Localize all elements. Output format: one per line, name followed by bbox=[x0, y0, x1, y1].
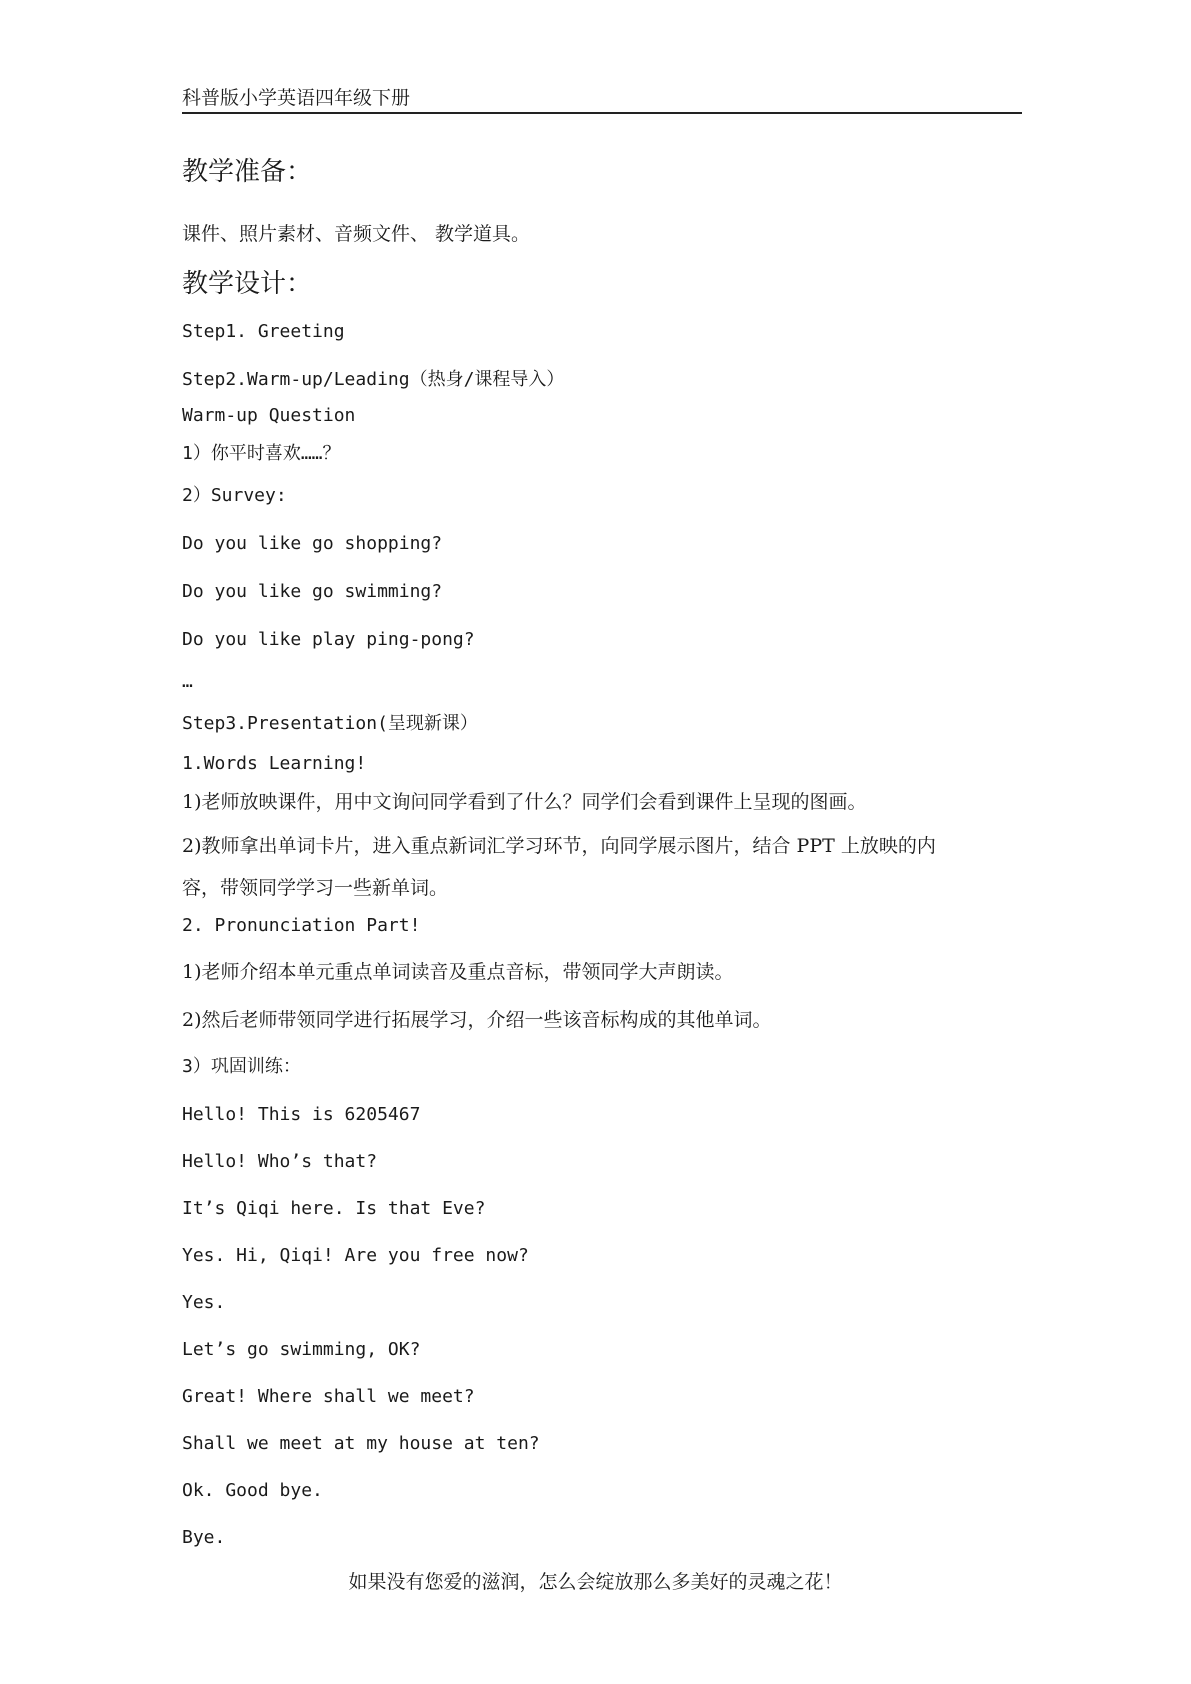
warmup-question-line: Warm-up Question bbox=[182, 405, 356, 426]
step2-line: Step2.Warm-up/Leading（热身/课程导入） bbox=[182, 369, 565, 390]
dialogue-line: Yes. bbox=[182, 1292, 226, 1313]
dialogue-line: Hello! This is 6205467 bbox=[182, 1104, 421, 1125]
survey-line-1: Do you like go shopping? bbox=[182, 533, 443, 554]
dialogue-line: Hello! Who’s that? bbox=[182, 1151, 378, 1172]
survey-line-3: Do you like play ping-pong? bbox=[182, 629, 475, 650]
step3-line: Step3.Presentation(呈现新课） bbox=[182, 713, 478, 734]
dialogue-line: Great! Where shall we meet? bbox=[182, 1386, 475, 1407]
step1-line: Step1. Greeting bbox=[182, 321, 345, 342]
pronunciation-title: 2. Pronunciation Part! bbox=[182, 915, 421, 936]
ellipsis-line: … bbox=[182, 671, 193, 692]
question-2-line: 2）Survey: bbox=[182, 485, 287, 506]
question-1-line: 1）你平时喜欢……？ bbox=[182, 443, 341, 464]
page-footer: 如果没有您爱的滋润，怎么会绽放那么多美好的灵魂之花！ bbox=[348, 1571, 843, 1593]
pronunciation-paragraph-1: 1)老师介绍本单元重点单词读音及重点音标，带领同学大声朗读。 bbox=[182, 961, 734, 983]
design-heading: 教学设计： bbox=[182, 269, 313, 299]
dialogue-line: Bye. bbox=[182, 1527, 226, 1548]
dialogue-line: Yes. Hi, Qiqi! Are you free now? bbox=[182, 1245, 529, 1266]
pronunciation-paragraph-2: 2)然后老师带领同学进行拓展学习，介绍一些该音标构成的其他单词。 bbox=[182, 1009, 772, 1031]
words-paragraph-1: 1)老师放映课件，用中文询问同学看到了什么？同学们会看到课件上呈现的图画。 bbox=[182, 791, 867, 813]
words-paragraph-2-line-1: 2)教师拿出单词卡片，进入重点新词汇学习环节，向同学展示图片，结合 PPT 上放映的内 bbox=[182, 835, 936, 857]
consolidation-label: 3）巩固训练： bbox=[182, 1056, 301, 1077]
dialogue-line: Shall we meet at my house at ten? bbox=[182, 1433, 540, 1454]
survey-line-2: Do you like go swimming? bbox=[182, 581, 443, 602]
header-title: 科普版小学英语四年级下册 bbox=[182, 87, 411, 109]
words-learning-title: 1.Words Learning! bbox=[182, 753, 367, 774]
dialogue-line: Ok. Good bye. bbox=[182, 1480, 323, 1501]
prep-heading: 教学准备： bbox=[182, 157, 313, 187]
dialogue-line: It’s Qiqi here. Is that Eve? bbox=[182, 1198, 486, 1219]
running-header bbox=[182, 86, 1022, 114]
prep-body: 课件、照片素材、音频文件、 教学道具。 bbox=[182, 223, 531, 245]
words-paragraph-2-line-2: 容，带领同学学习一些新单词。 bbox=[182, 877, 449, 899]
dialogue-line: Let’s go swimming, OK? bbox=[182, 1339, 421, 1360]
